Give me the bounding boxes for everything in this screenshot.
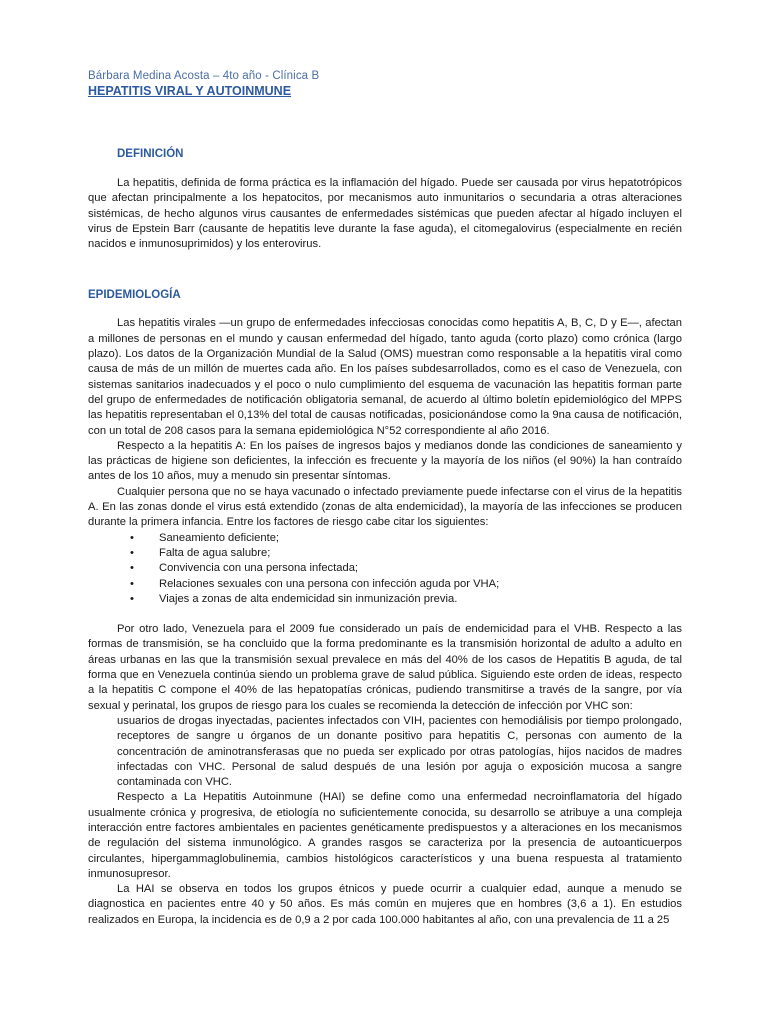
epidemiologia-paragraph-1: Las hepatitis virales —un grupo de enfermedades infecciosas conocidas como hepatitis A, B, C, D y E—, afectan a millones de personas en el mundo y causan enfermedad del hígado, tanto aguda (corto plazo) como crónica (largo plazo). Los datos de la Organización Mundial de la Salud (OMS) muestran como responsable a la hepatitis viral como causa de más de un millón de muertes cada año. En los países subdesarrollados, como es el caso de Venezuela, con sistemas sanitarios inadecuados y el poco o nulo cumplimiento del esquema de vacunación las hepatitis forman parte del grupo de enfermedades de notificación obligatoria semanal, de acuerdo al último boletín epidemiológico del MPPS las hepatitis representaban el 0,13% del total de causas notificadas, posicionándose como la 9na causa de notificación, con un total de 208 casos para la semana epidemiológica N°52 correspondiente al año 2016.	[88, 317, 682, 437]
epidemiologia-paragraph-6: Respecto a La Hepatitis Autoinmune (HAI) se define como una enfermedad necroinflamatoria del hígado usualmente crónica y progresiva, de etiología no suficientemente conocida, su desarrollo se atribuye a una compleja interacción entre factores ambientales en pacientes genéticamente predispuestos y a alteraciones en los mecanismos de regulación del sistema inmunológico. A grandes rasgos se caracteriza por la presencia de autoanticuerpos circulantes, hipergammaglobulinemia, cambios histológicos característicos y una buena respuesta al tratamiento inmunosupresor.	[88, 791, 682, 880]
section-heading-definicion: DEFINICIÓN	[117, 148, 184, 160]
epidemiologia-paragraph-4: Por otro lado, Venezuela para el 2009 fue considerado un país de endemicidad para el VHB. Respecto a las formas de transmisión, se ha concluido que la forma predominante es la transmisión horizontal de adulto a adulto en áreas urbanas en las que la transmisión sexual prevalece en más del 40% de los casos de Hepatitis B aguda, de tal forma que en Venezuela continúa siendo un problema grave de salud pública. Siguiendo este orden de ideas, respecto a la hepatitis C compone el 40% de las hepatopatías crónicas, pudiendo transmitirse a través de la sangre, por vía sexual y perinatal, los grupos de riesgo para los cuales se recomienda la detección de infección por VHC son:	[88, 623, 682, 712]
document-title: HEPATITIS VIRAL Y AUTOINMUNE	[88, 84, 292, 98]
risk-factor-item: • Viajes a zonas de alta endemicidad sin inmunización previa.	[130, 592, 682, 607]
section-heading-epidemiologia: EPIDEMIOLOGÍA	[88, 289, 181, 302]
epidemiologia-paragraph-3: Cualquier persona que no se haya vacunado o infectado previamente puede infectarse con el virus de la hepatitis A. En las zonas donde el virus está extendido (zonas de alta endemicidad), la mayoría de las infecciones se producen durante la primera infancia. Entre los factores de riesgo cabe citar los siguientes:	[88, 485, 682, 529]
risk-factor-item: • Convivencia con una persona infectada;	[130, 561, 682, 576]
author-line: Bárbara Medina Acosta – 4to año - Clínica B	[88, 70, 320, 82]
risk-factor-item: • Saneamiento deficiente;	[130, 531, 682, 546]
epidemiologia-paragraph-5: usuarios de drogas inyectadas, pacientes infectados con VIH, pacientes con hemodiálisis por tiempo prolongado, receptores de sangre u órganos de un donante positivo para hepatitis C, personas con aumento de la concentración de aminotransferasas que no pueda ser explicado por otras patologías, hijos nacidos de madres infectadas con VHC. Personal de salud después de una lesión por aguja o exposición mucosa a sangre contaminada con VHC.	[117, 714, 682, 789]
risk-factor-item: • Falta de agua salubre;	[130, 546, 682, 561]
risk-factor-list	[88, 531, 682, 607]
risk-factor-item: • Relaciones sexuales con una persona con infección aguda por VHA;	[130, 577, 682, 592]
epidemiologia-paragraph-7: La HAI se observa en todos los grupos étnicos y puede ocurrir a cualquier edad, aunque a menudo se diagnostica en pacientes entre 40 y 50 años. Es más común en mujeres que en hombres (3,6 a 1). En estudios realizados en Europa, la incidencia es de 0,9 a 2 por cada 100.000 habitantes al año, con una prevalencia de 11 a 25	[88, 883, 682, 926]
definicion-paragraph: La hepatitis, definida de forma práctica es la inflamación del hígado. Puede ser causada por virus hepatotrópicos que afectan principalmente a los hepatocitos, por mecanismos auto inmunitarios o secundaria a otras alteraciones sistémicas, de hecho algunos virus causantes de enfermedades sistémicas que pueden afectar al hígado incluyen el virus de Epstein Barr (causante de hepatitis leve durante la fase aguda), el citomegalovirus (especialmente en recién nacidos e inmunosuprimidos) y los enterovirus.	[88, 177, 682, 251]
epidemiologia-paragraph-2: Respecto a la hepatitis A: En los países de ingresos bajos y medianos donde las condiciones de saneamiento y las prácticas de higiene son deficientes, la infección es frecuente y la mayoría de los niños (el 90%) la han contraído antes de los 10 años, muy a menudo sin presentar síntomas.	[88, 439, 682, 483]
